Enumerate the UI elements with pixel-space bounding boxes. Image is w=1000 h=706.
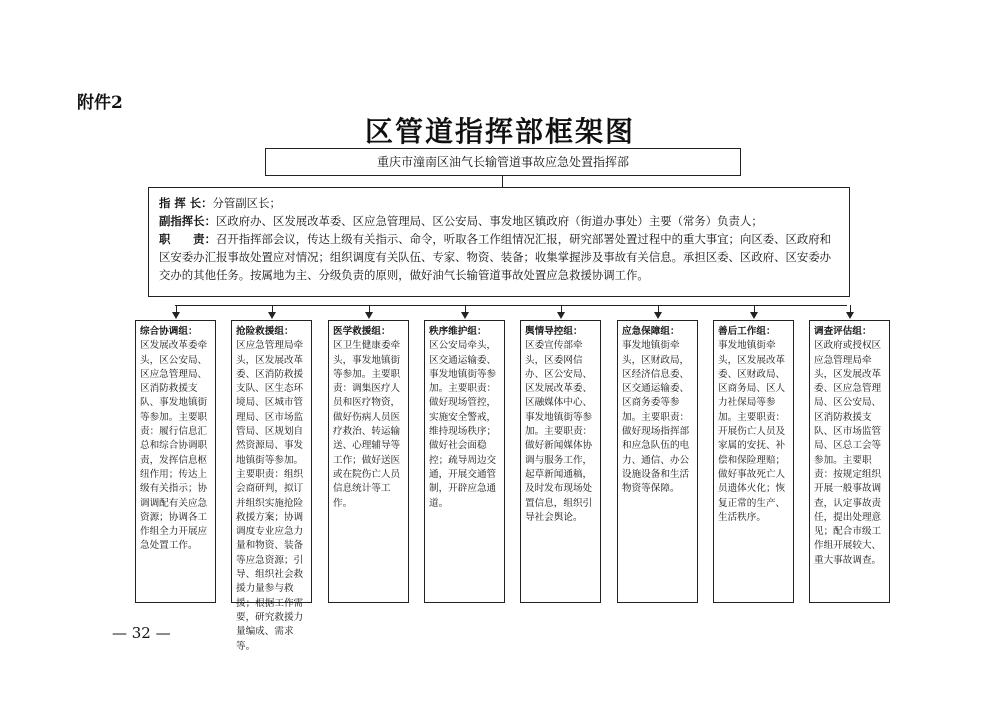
group-box xyxy=(617,320,698,603)
group-text: 事发地镇街牵头，区财政局，区经济信息委、区交通运输委、区商务委等参加。主要职责：做好现场指挥部和应急队伍的电力、通信、办公设施设备和生活物资等保障。 xyxy=(622,340,690,495)
attachment-label: 附件2 xyxy=(77,93,123,113)
duty-row xyxy=(159,230,839,284)
group-box xyxy=(135,320,216,603)
group-text: 区发展改革委牵头，区公安局、区应急管理局、区消防救援支队、事发地镇街等参加。主要职责：履行信息汇总和综合协调职责，发挥信息枢纽作用；传达上级有关指示；协调调配有关应急资源；协调各工作组全力开展应急处置工作。 xyxy=(140,340,208,552)
group-text: 区政府或授权区应急管理局牵头，区发展改革委、区应急管理局、区公安局、区消防救援支队、区市场监管局、区总工会等参加。主要职责：按规定组织开展一般事故调查，认定事故责任，提出处理意见；配合市级工作组开展较大、重大事故调查。 xyxy=(814,340,882,566)
group-title: 调查评估组： xyxy=(814,326,872,337)
group-title: 舆情导控组： xyxy=(525,326,583,337)
group-text: 区卫生健康委牵头，事发地镇街等参加。主要职责：调集医疗人员和医疗物资，做好伤病人员医疗救治、转运输送、心理辅导等工作；做好送医或在院伤亡人员信息统计等工作。 xyxy=(333,340,401,509)
arrow-4 xyxy=(461,312,469,319)
connector-hq-main xyxy=(502,176,503,187)
distribution-line xyxy=(175,305,847,306)
group-text: 事发地镇街牵头，区发展改革委、区财政局、区商务局、区人力社保局等参加。主要职责：开展伤亡人员及家属的安抚、补偿和保险理赔；做好事故死亡人员遗体火化；恢复正常的生产、生活秩序。 xyxy=(718,340,786,523)
group-title: 应急保障组： xyxy=(622,326,680,337)
group-box xyxy=(809,320,890,603)
group-box xyxy=(231,320,312,652)
duty-label: 职 责： xyxy=(159,232,216,246)
command-box xyxy=(148,187,850,297)
commander-label: 指 挥 长： xyxy=(159,196,213,210)
arrow-6 xyxy=(654,312,662,319)
group-box xyxy=(713,320,794,603)
arrow-1 xyxy=(172,312,180,319)
arrow-3 xyxy=(365,312,373,319)
group-box xyxy=(328,320,409,603)
group-text: 区委宣传部牵头，区委网信办、区公安局、区发展改革委、区融媒体中心、事发地镇街等参加。主要职责：做好新闻媒体协调与服务工作，起草新闻通稿，及时发布现场处置信息，组织引导社会舆论。 xyxy=(525,340,593,523)
arrow-2 xyxy=(268,312,276,319)
deputy-label: 副指挥长： xyxy=(159,214,216,228)
arrow-7 xyxy=(750,312,758,319)
commander-text: 分管副区长； xyxy=(212,196,281,210)
page-number: — 32 — xyxy=(112,624,171,642)
group-box xyxy=(424,320,505,603)
group-title: 综合协调组： xyxy=(140,326,198,337)
group-title: 医学救援组： xyxy=(333,326,391,337)
commander-row xyxy=(159,194,839,212)
duty-text: 召开指挥部会议，传达上级有关指示、命令，听取各工作组情况汇报，研究部署处置过程中的重大事宜；向区委、区政府和区安委办汇报事故处置应对情况；组织调度有关队伍、专家、物资、装备；收集掌握涉及事故有关信息。承担区委、区政府、区安委办交办的其他任务。按属地为主、分级负责的原则，做好油气长输管道事故处置应急救援协调工作。 xyxy=(159,232,832,282)
group-title: 善后工作组： xyxy=(718,326,776,337)
arrow-5 xyxy=(557,312,565,319)
group-text: 区公安局牵头，区交通运输委、事发地镇街等参加。主要职责：做好现场管控，实施安全警戒，维持现场秩序；做好社会面稳控；疏导周边交通，开展交通管制，开辟应急通道。 xyxy=(429,340,497,509)
group-title: 秩序维护组： xyxy=(429,326,487,337)
group-text: 区应急管理局牵头，区发展改革委、区消防救援支队、区生态环境局、区城市管理局、区市场监管局、区规划自然资源局、事发地镇街等参加。主要职责：组织会商研判，拟订并组织实施抢险救援方案；协调调度专业应急力量和物资、装备等应急资源；引导、组织社会救援力量参与救援；根据工作需要，研究救援力量编成、需求等。 xyxy=(236,340,304,652)
arrow-8 xyxy=(846,312,854,319)
group-box xyxy=(520,320,601,603)
group-title: 抢险救援组： xyxy=(236,326,294,337)
deputy-row xyxy=(159,212,839,230)
headquarters-box: 重庆市潼南区油气长输管道事故应急处置指挥部 xyxy=(265,148,741,176)
page-title: 区管道指挥部框架图 xyxy=(364,115,635,148)
deputy-text: 区政府办、区发展改革委、区应急管理局、区公安局、事发地区镇政府（街道办事处）主要（常务）负责人； xyxy=(215,214,763,228)
